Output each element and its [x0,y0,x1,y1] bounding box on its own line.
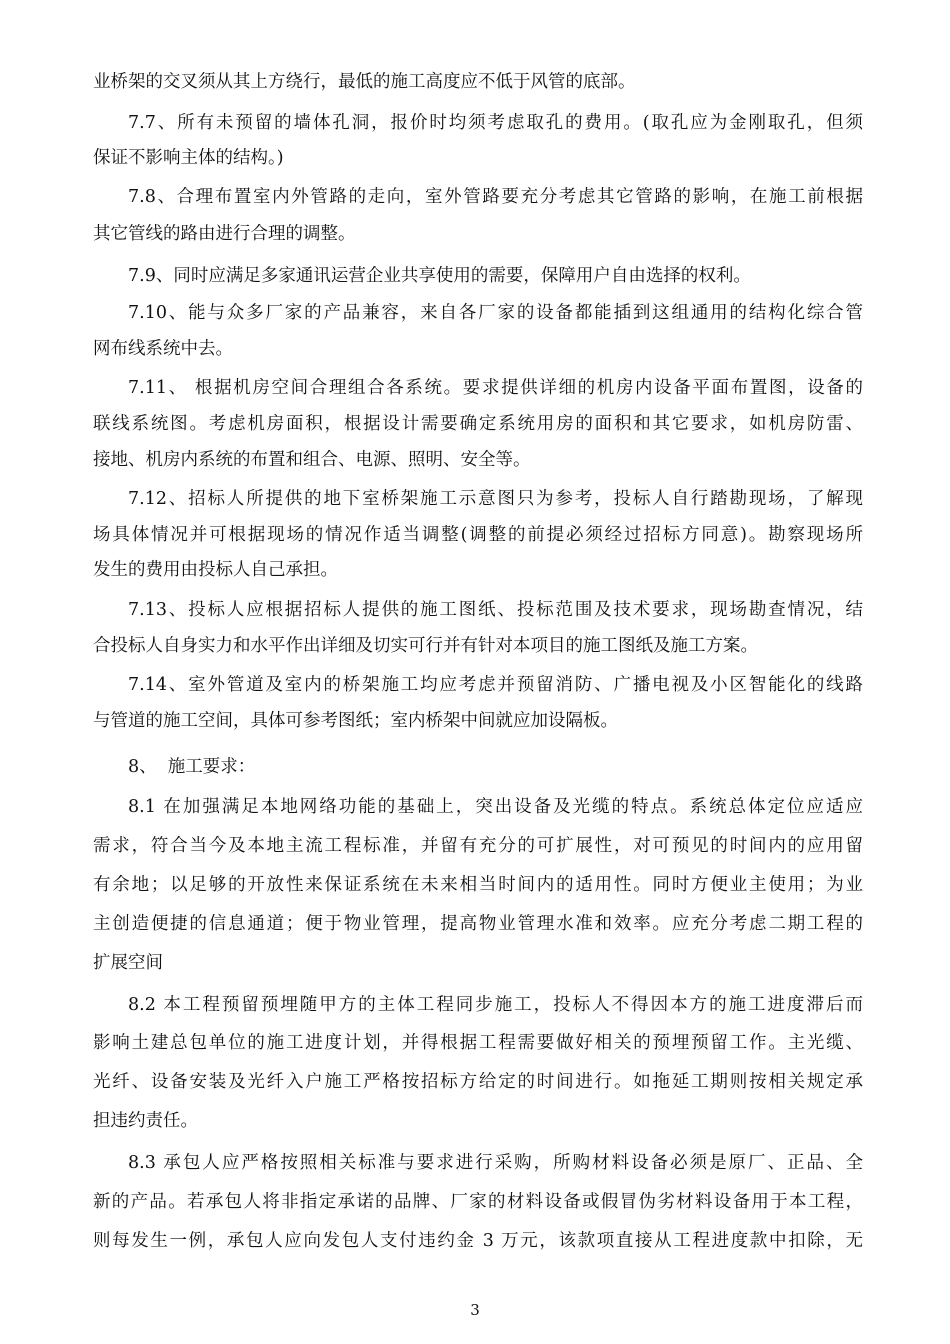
text-line: 主创造便捷的信息通道；便于物业管理，提高物业管理水准和效率。应充分考虑二期工程的 [93,914,863,934]
paragraph-7-7-line: 7.7、所有未预留的墙体孔洞，报价时均须考虑取孔的费用。(取孔应为金刚取孔，但须 [128,113,863,133]
text-line: 与管道的施工空间，具体可参考图纸；室内桥架中间就应加设隔板。 [93,711,618,731]
paragraph-7-11-line: 7.11、 根据机房空间合理组合各系统。要求提供详细的机房内设备平面布置图，设备的 [128,378,863,398]
text-line: 联线系统图。考虑机房面积，根据设计需要确定系统用房的面积和其它要求，如机房防雷、 [93,414,863,434]
text-line: 担违约责任。 [93,1111,198,1131]
page-number: 3 [470,1301,480,1319]
text-line: 其它管线的路由进行合理的调整。 [93,224,356,244]
text-line: 扩展空间 [93,953,163,973]
text-line: 合投标人自身实力和水平作出详细及切实可行并有针对本项目的施工图纸及施工方案。 [93,636,758,656]
paragraph-8-3-line: 8.3 承包人应严格按照相关标准与要求进行采购，所购材料设备必须是原厂、正品、全 [128,1153,863,1173]
paragraph-7-8-line: 7.8、合理布置室内外管路的走向，室外管路要充分考虑其它管路的影响，在施工前根据 [128,187,863,207]
text-line: 影响土建总包单位的施工进度计划，并得根据工程需要做好相关的预埋预留工作。主光缆、 [93,1033,863,1053]
text-line: 有余地；以足够的开放性来保证系统在未来相当时间内的适用性。同时方便业主使用；为业 [93,875,863,895]
paragraph-7-9-line: 7.9、同时应满足多家通讯运营企业共享使用的需要，保障用户自由选择的权利。 [128,266,751,286]
text-line: 新的产品。若承包人将非指定承诺的品牌、厂家的材料设备或假冒伪劣材料设备用于本工程， [93,1192,863,1212]
text-line: 场具体情况并可根据现场的情况作适当调整(调整的前提必须经过招标方同意)。勘察现场所 [93,525,863,545]
paragraph-7-13-line: 7.13、投标人应根据招标人提供的施工图纸、投标范围及技术要求，现场勘查情况，结 [128,600,863,620]
paragraph-7-10-line: 7.10、能与众多厂家的产品兼容，来自各厂家的设备都能插到这组通用的结构化综合管 [128,303,863,323]
paragraph-8-2-line: 8.2 本工程预留预埋随甲方的主体工程同步施工，投标人不得因本方的施工进度滞后而 [128,995,863,1015]
text-line: 保证不影响主体的结构。) [93,148,284,168]
section-8-heading: 8、 施工要求： [128,757,256,777]
paragraph-8-1-line: 8.1 在加强满足本地网络功能的基础上，突出设备及光缆的特点。系统总体定位应适应 [128,797,863,817]
text-line: 光纤、设备安装及光纤入户施工严格按招标方给定的时间进行。如拖延工期则按相关规定承 [93,1072,863,1092]
text-line: 则每发生一例，承包人应向发包人支付违约金 3 万元，该款项直接从工程进度款中扣除，无 [93,1231,863,1251]
text-line: 业桥架的交叉须从其上方绕行，最低的施工高度应不低于风管的底部。 [93,72,636,92]
text-line: 网布线系统中去。 [93,339,233,359]
text-line: 发生的费用由投标人自己承担。 [93,560,338,580]
text-line: 接地、机房内系统的布置和组合、电源、照明、安全等。 [93,450,531,470]
paragraph-7-14-line: 7.14、室外管道及室内的桥架施工均应考虑并预留消防、广播电视及小区智能化的线路 [128,675,863,695]
paragraph-7-12-line: 7.12、招标人所提供的地下室桥架施工示意图只为参考，投标人自行踏勘现场，了解现 [128,489,863,509]
text-line: 需求，符合当今及本地主流工程标准，并留有充分的可扩展性，对可预见的时间内的应用留 [93,836,863,856]
